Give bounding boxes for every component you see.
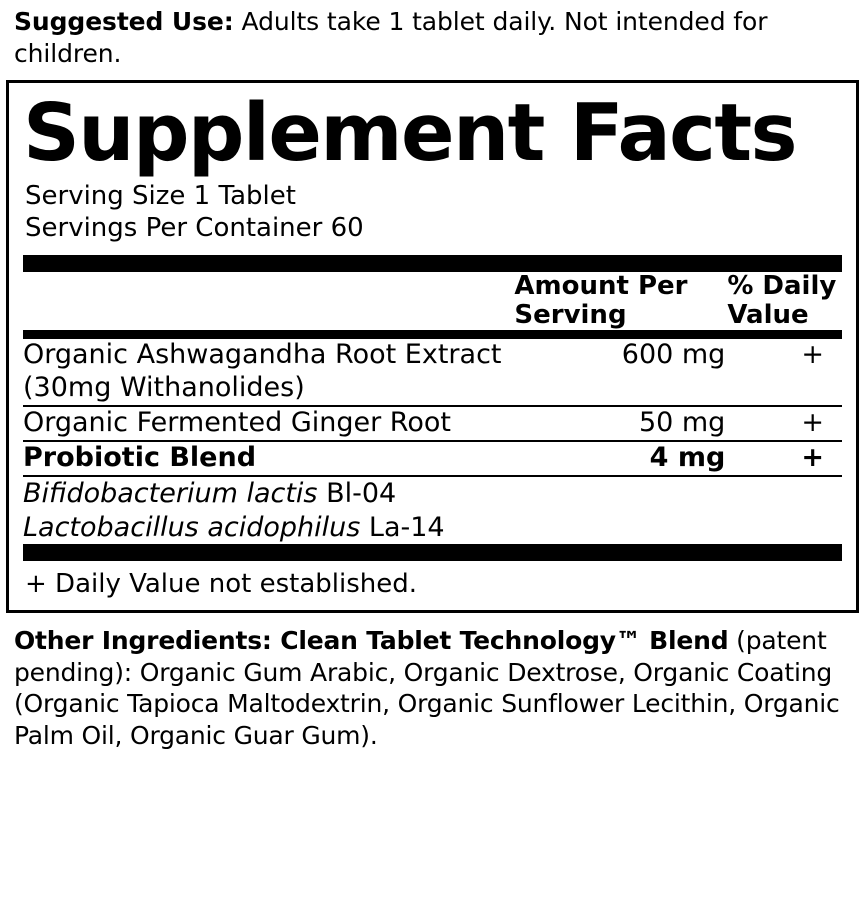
rule-under-header: [23, 330, 842, 339]
list-item: [23, 477, 842, 510]
supplement-facts-panel: [6, 80, 859, 613]
rule-thick-top: [23, 255, 842, 272]
header-name: [23, 272, 514, 330]
row-name: Organic Fermented Ginger Root: [23, 407, 451, 439]
table-row: [23, 441, 842, 476]
strain-code: Bl-04: [317, 478, 397, 510]
row-amount: 600 mg: [621, 339, 726, 371]
panel-title: Supplement Facts: [23, 87, 796, 179]
suggested-use-block: [0, 0, 865, 70]
serving-size: Serving Size 1 Tablet: [25, 180, 296, 211]
row-daily-value: +: [801, 442, 824, 474]
list-item: [23, 511, 842, 544]
strain-genus: Bifidobacterium lactis: [23, 478, 318, 510]
other-ingredients-brand: Clean Tablet Technology™ Blend: [271, 626, 729, 656]
strain-cell: [23, 476, 842, 544]
table-row: [23, 339, 842, 406]
other-ingredients-text: (patent pending): Organic Gum Arabic, Organic Dextrose, Organic Coating (Organic Tapioca Maltodextrin, Organic Sunflower Lecithin, Organic Palm Oil, Organic Guar Gum).: [14, 626, 840, 750]
nutrition-rows: [23, 339, 842, 544]
row-name: Probiotic Blend: [23, 442, 257, 474]
strain-code: La-14: [360, 511, 445, 543]
suggested-use-text: Adults take 1 tablet daily. Not intended for children.: [14, 7, 768, 68]
row-amount: 4 mg: [649, 442, 726, 474]
serving-info: [25, 180, 842, 246]
daily-value-footnote: + Daily Value not established.: [25, 568, 418, 599]
other-ingredients-label: Other Ingredients:: [14, 626, 272, 656]
row-amount: 50 mg: [638, 407, 726, 439]
nutrition-table: [23, 272, 842, 330]
header-daily-value: % Daily Value: [727, 271, 837, 331]
row-daily-value: +: [801, 339, 824, 371]
row-daily-value: +: [801, 407, 824, 439]
header-amount-per-serving: Amount Per Serving: [514, 271, 688, 331]
servings-per-container: Servings Per Container 60: [25, 213, 364, 244]
row-name: Organic Ashwagandha Root Extract (30mg Withanolides): [23, 339, 502, 404]
probiotic-strain-list: [23, 476, 842, 544]
strain-genus: Lactobacillus acidophilus: [23, 511, 361, 543]
suggested-use-label: Suggested Use:: [14, 7, 234, 36]
table-header-row: [23, 272, 842, 330]
rule-thick-bottom: [23, 544, 842, 561]
other-ingredients-block: [0, 613, 865, 751]
table-row: [23, 406, 842, 441]
